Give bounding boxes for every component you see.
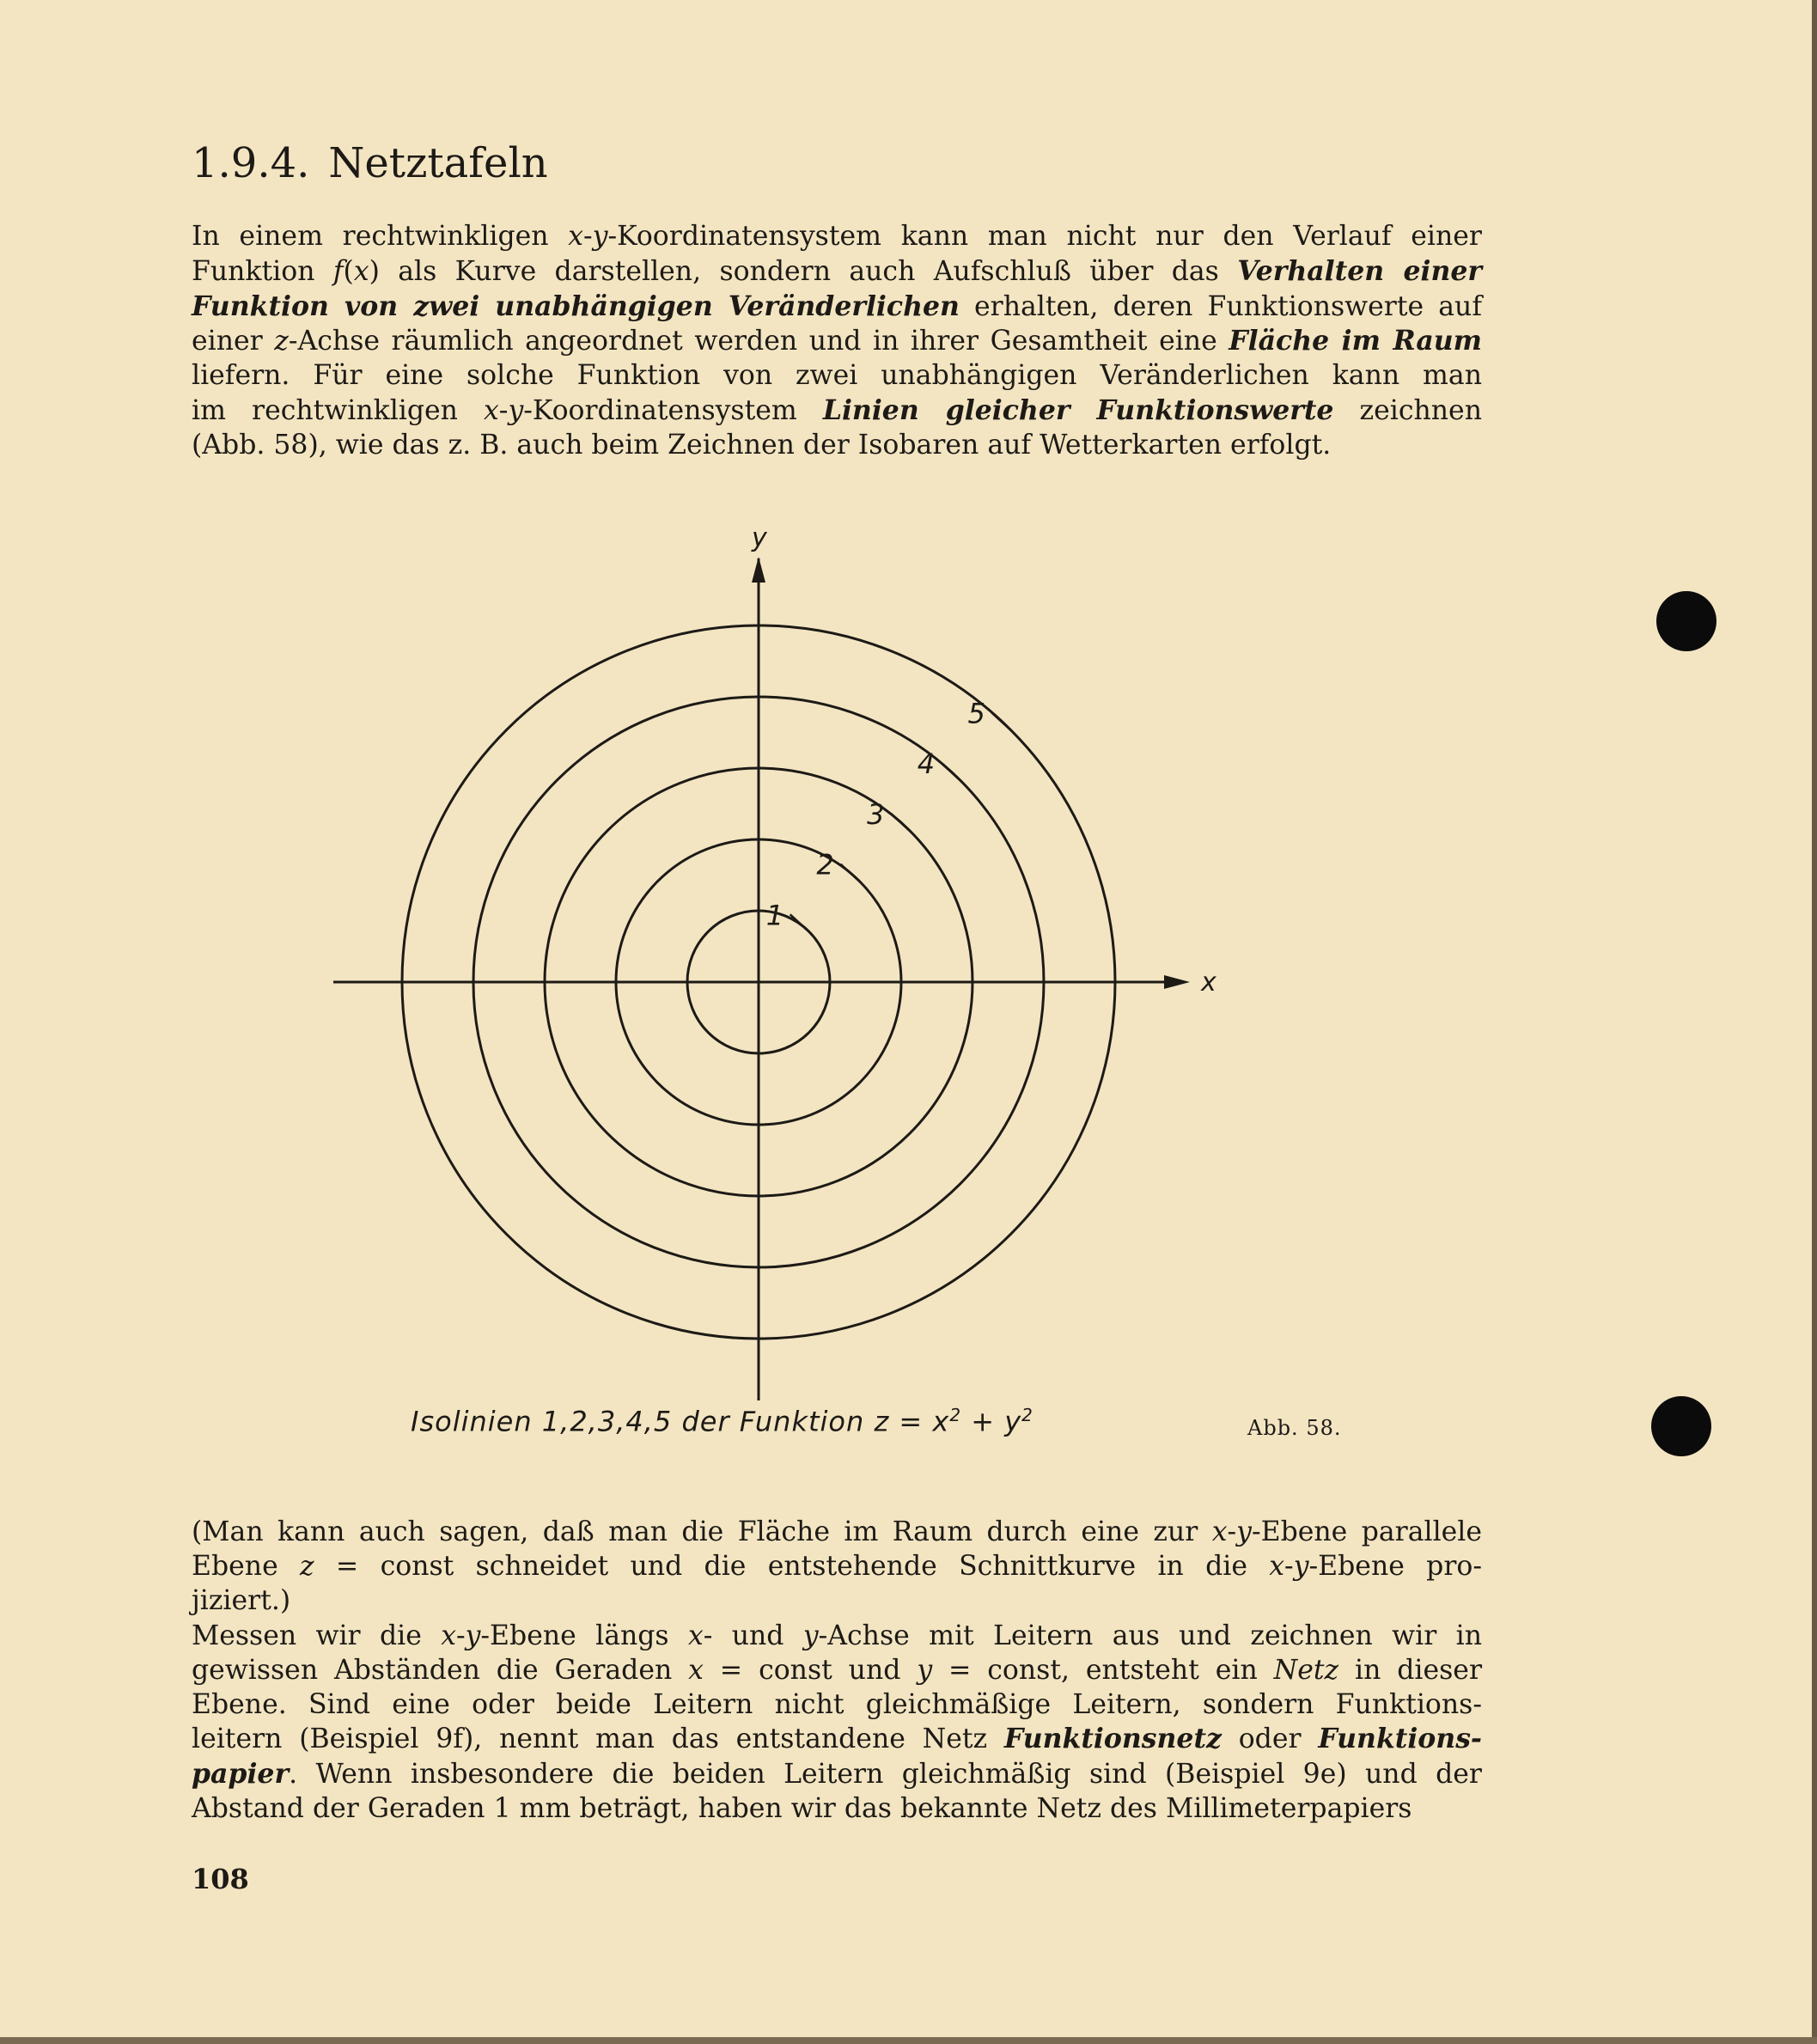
text-line: Ebene. Sind eine oder beide Leitern nicht gleichmäßige Leitern, sondern Funktions-: [192, 1688, 1482, 1720]
isoline-label-1: 1: [765, 899, 784, 932]
text-line: liefern. Für eine solche Funktion von zwei unabhängigen Veränderlichen kann man: [192, 360, 1482, 392]
note-paragraph: [192, 1516, 1482, 1618]
isoline-labels: [766, 698, 985, 932]
page-edge: [1812, 0, 1817, 2044]
y-axis-label: y: [752, 523, 767, 553]
isoline-label-5: 5: [967, 697, 985, 730]
x-axis-arrow: [1164, 975, 1190, 989]
isoline-label-3: 3: [867, 797, 885, 831]
text-line: papier. Wenn insbesondere die beiden Leitern gleichmäßig sind (Beispiel 9e) und der: [192, 1758, 1482, 1791]
text-line: Messen wir die x-y-Ebene längs x- und y-Achse mit Leitern aus und zeichnen wir in: [192, 1620, 1482, 1651]
section-title: Netztafeln: [328, 139, 548, 187]
text-line: Funktion f(x) als Kurve darstellen, sondern auch Aufschluß über das Verhalten einer: [192, 254, 1482, 287]
text-line: Ebene z = const schneidet und die entstehende Schnittkurve in die x-y-Ebene pro-: [192, 1550, 1483, 1582]
isoline-leader-1: [790, 914, 811, 933]
text-line: Abstand der Geraden 1 mm beträgt, haben wir das bekannte Netz des Millimeterpapiers: [192, 1792, 1412, 1824]
figure-number: Abb. 58.: [1247, 1416, 1342, 1440]
isoline-label-4: 4: [917, 747, 936, 781]
section-number: 1.9.4.: [192, 139, 310, 187]
isoline-leader-5: [991, 713, 1012, 732]
punch-hole: [1651, 1396, 1711, 1456]
x-axis-label: x: [1201, 967, 1216, 998]
intro-paragraph: [192, 220, 1482, 463]
text-line: (Man kann auch sagen, daß man die Fläche im Raum durch eine zur x-y-Ebene parallele: [192, 1516, 1482, 1547]
punch-hole: [1656, 591, 1716, 651]
text-line: In einem rechtwinkligen x-y-Koordinatensystem kann man nicht nur den Verlauf einer: [192, 221, 1482, 252]
page-edge-bottom: [0, 2037, 1817, 2044]
text-line: gewissen Abständen die Geraden x = const und y = const, entsteht ein Netz in dieser: [192, 1654, 1482, 1686]
y-axis-arrow: [752, 557, 765, 583]
section-heading: [192, 139, 548, 187]
text-line: einer z-Achse räumlich angeordnet werden und in ihrer Gesamtheit eine Fläche im Raum: [192, 325, 1483, 357]
isoline-leader-4: [942, 763, 962, 782]
text-line: jiziert.): [192, 1584, 291, 1616]
isoline-figure: [318, 516, 1229, 1418]
body-paragraph: [192, 1620, 1482, 1827]
text-line: leitern (Beispiel 9f), nennt man das entstandene Netz Funktionsnetz oder Funktions-: [192, 1723, 1483, 1755]
isoline-label-2: 2: [816, 848, 834, 882]
isoline-leader-3: [891, 814, 912, 833]
isoline-leader-2: [840, 864, 861, 883]
text-line: im rechtwinkligen x-y-Koordinatensystem Linien gleicher Funktionswerte zeichnen: [192, 394, 1482, 426]
figure-caption: Isolinien 1,2,3,4,5 der Funktion $z = x^2 + y^2$: [411, 1405, 1033, 1438]
isoline-leaders: [790, 713, 1013, 934]
text-line: Funktion von zwei unabhängigen Veränderlichen erhalten, deren Funktionswerte auf: [192, 290, 1482, 322]
text-line: (Abb. 58), wie das z. B. auch beim Zeichnen der Isobaren auf Wetterkarten erfolgt.: [192, 429, 1332, 461]
page-number: 108: [192, 1863, 249, 1895]
